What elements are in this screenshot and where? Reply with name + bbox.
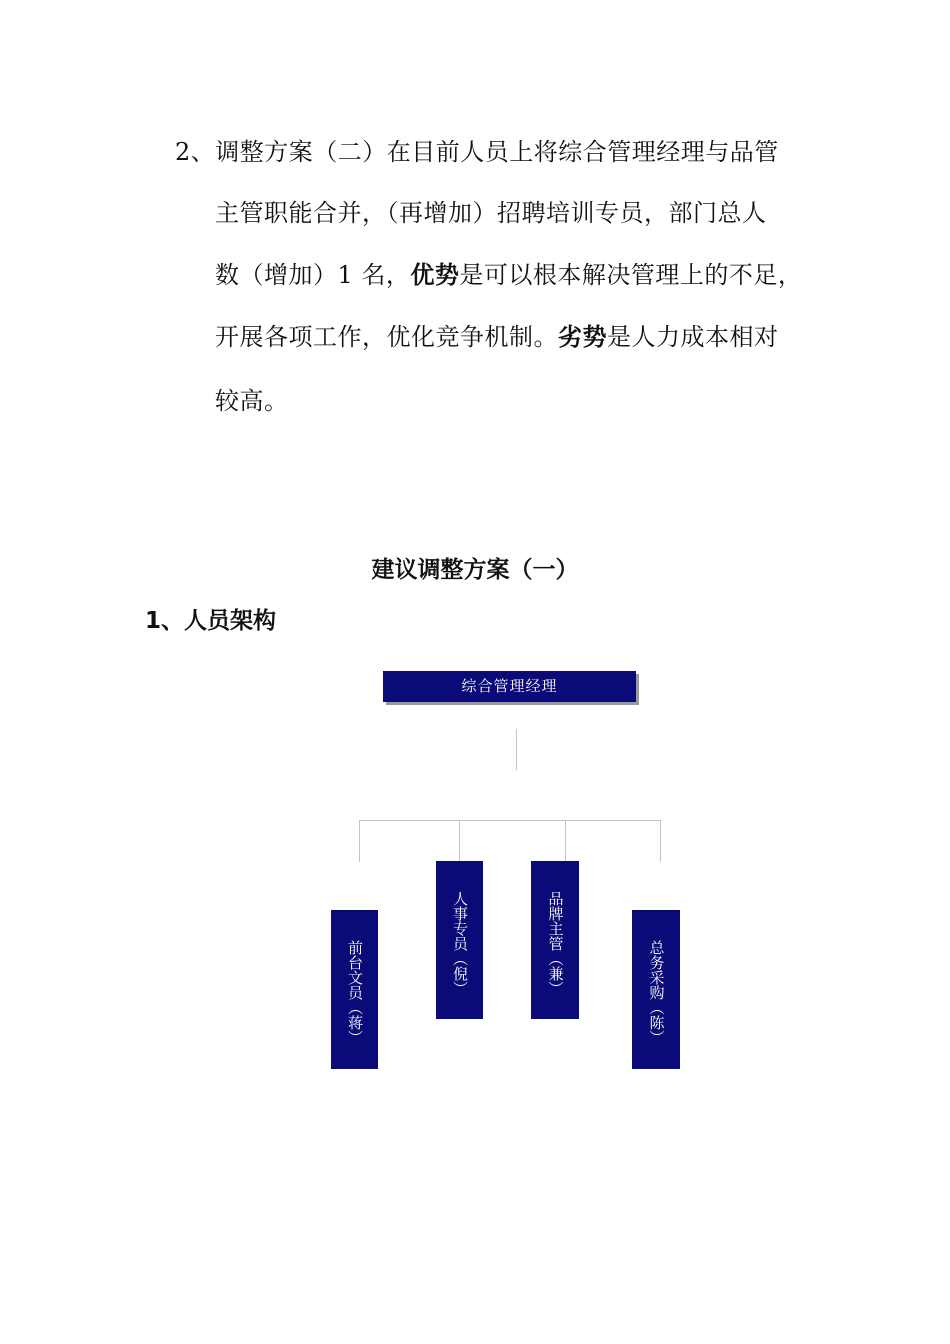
org-node-general-procurement: 总务采购（陈）	[632, 910, 680, 1069]
disadvantage-label: 劣势	[558, 323, 607, 351]
branch-drop-3	[565, 820, 566, 862]
branch-horizontal-line	[359, 820, 661, 821]
branch-drop-4	[660, 820, 661, 862]
org-node-reception-clerk: 前台文员（蒋）	[331, 910, 378, 1069]
org-root-node: 综合管理经理	[383, 671, 636, 702]
root-connector	[516, 729, 517, 770]
branch-drop-1	[359, 820, 360, 862]
section-subtitle: 1、人员架构	[145, 608, 277, 634]
org-node-brand-supervisor: 品牌主管（兼）	[531, 861, 579, 1019]
paragraph-line-2: 主管职能合并，（再增加）招聘培训专员，部门总人	[215, 199, 767, 227]
advantage-label: 优势	[410, 261, 460, 289]
org-node-hr-specialist: 人事专员（倪）	[436, 861, 483, 1019]
paragraph-line-3: 数（增加）1 名，优势是可以根本解决管理上的不足，	[215, 261, 803, 289]
branch-drop-2	[459, 820, 460, 862]
paragraph-line-4: 开展各项工作，优化竞争机制。劣势是人力成本相对	[215, 323, 779, 351]
section-title: 建议调整方案（一）	[371, 557, 579, 583]
paragraph-line-1: 2、调整方案（二）在目前人员上将综合管理经理与品管	[175, 138, 779, 166]
paragraph-line-5: 较高。	[215, 387, 289, 415]
